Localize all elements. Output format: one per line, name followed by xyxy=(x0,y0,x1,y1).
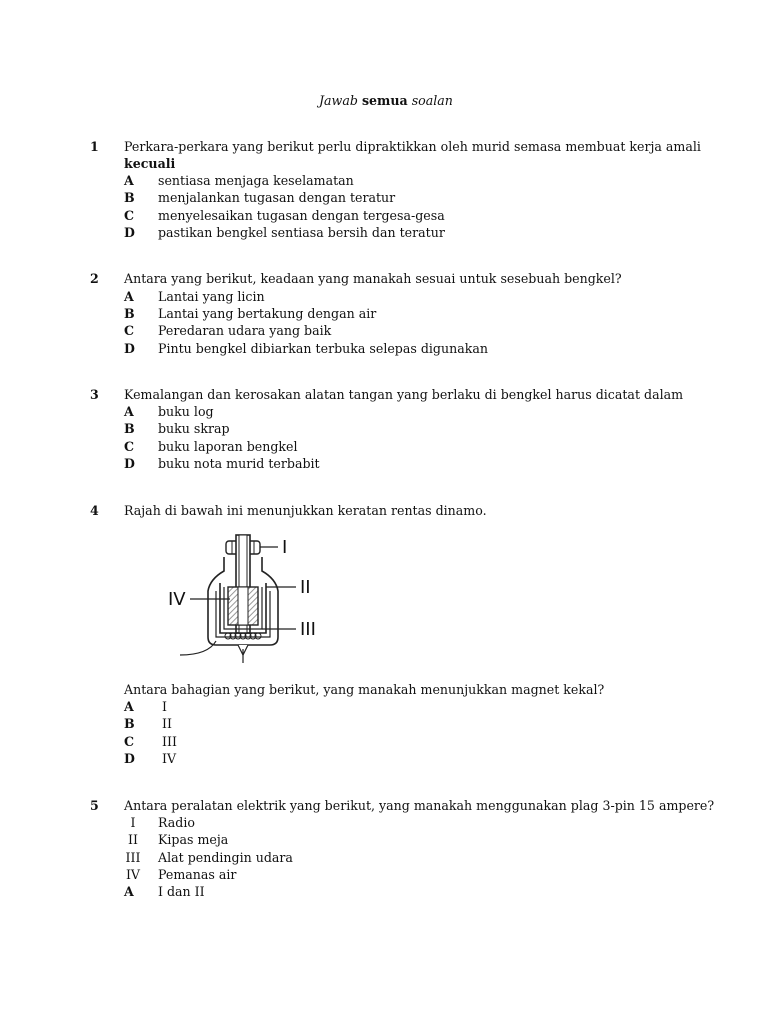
option-text: sentiasa menjaga keselamatan xyxy=(158,173,354,188)
option-text: Peredaran udara yang baik xyxy=(158,323,332,338)
option-text: buku skrap xyxy=(158,421,230,436)
roman-numeral: I xyxy=(130,815,136,830)
label-iii: III xyxy=(300,619,316,640)
question-number: 4 xyxy=(90,503,99,518)
question-number: 1 xyxy=(90,139,99,154)
option-text: III xyxy=(162,734,177,749)
question-text: Antara peralatan elektrik yang berikut, yang manakah menggunakan plag 3-pin 15 ampere? xyxy=(124,798,715,813)
option-letter: B xyxy=(124,421,135,436)
question-text: Antara bahagian yang berikut, yang manakah menunjukkan magnet kekal? xyxy=(124,682,605,697)
option-letter: B xyxy=(124,190,135,205)
option-letter: A xyxy=(124,884,134,899)
option-letter: C xyxy=(124,734,135,749)
option-text: IV xyxy=(162,751,177,766)
option-letter: B xyxy=(124,716,135,731)
roman-numeral: II xyxy=(128,832,138,847)
option-letter: D xyxy=(124,751,135,766)
dynamo-cross-section-diagram xyxy=(168,533,328,666)
option-letter: D xyxy=(124,225,135,240)
option-letter: C xyxy=(124,323,135,338)
question-number: 5 xyxy=(90,798,99,813)
label-iv: IV xyxy=(168,589,186,610)
question-text: Rajah di bawah ini menunjukkan keratan rentas dinamo. xyxy=(124,503,487,518)
option-text: menyelesaikan tugasan dengan tergesa-gesa xyxy=(158,208,445,223)
option-text: buku laporan bengkel xyxy=(158,439,298,454)
option-letter: D xyxy=(124,456,135,471)
option-letter: A xyxy=(124,404,134,419)
option-text: Lantai yang licin xyxy=(158,289,265,304)
roman-numeral: IV xyxy=(125,867,141,882)
option-text: pastikan bengkel sentiasa bersih dan teratur xyxy=(158,225,445,240)
option-letter: A xyxy=(124,699,134,714)
question-text: Perkara-perkara yang berikut perlu dipraktikkan oleh murid semasa membuat kerja amali xyxy=(124,139,701,154)
option-text: buku nota murid terbabit xyxy=(158,456,320,471)
option-letter: B xyxy=(124,306,135,321)
statement-text: Alat pendingin udara xyxy=(158,850,293,865)
statement-text: Radio xyxy=(158,815,195,830)
option-text: I xyxy=(162,699,167,714)
question-number: 3 xyxy=(90,387,99,402)
option-text: Lantai yang bertakung dengan air xyxy=(158,306,377,321)
option-text: II xyxy=(162,716,172,731)
label-ii: II xyxy=(300,577,311,598)
question-text: Antara yang berikut, keadaan yang manakah sesuai untuk sesebuah bengkel? xyxy=(124,271,622,286)
header-italic-1: Jawab xyxy=(319,93,358,108)
option-letter: D xyxy=(124,341,135,356)
option-letter: C xyxy=(124,439,135,454)
option-text: I dan II xyxy=(158,884,205,899)
roman-numeral: III xyxy=(125,850,141,865)
header-bold: semua xyxy=(361,93,408,108)
instructions-header xyxy=(319,92,453,109)
question-text-emphasis: kecuali xyxy=(124,156,176,171)
dynamo-svg xyxy=(168,533,328,663)
option-text: Pintu bengkel dibiarkan terbuka selepas digunakan xyxy=(158,341,488,356)
header-italic-2: soalan xyxy=(411,93,453,108)
option-letter: A xyxy=(124,173,134,188)
label-i: I xyxy=(282,537,288,558)
option-letter: A xyxy=(124,289,134,304)
option-text: menjalankan tugasan dengan teratur xyxy=(158,190,396,205)
coil xyxy=(225,633,261,639)
statement-text: Pemanas air xyxy=(158,867,237,882)
option-text: buku log xyxy=(158,404,214,419)
statement-text: Kipas meja xyxy=(158,832,229,847)
question-text: Kemalangan dan kerosakan alatan tangan yang berlaku di bengkel harus dicatat dalam xyxy=(124,387,684,402)
question-number: 2 xyxy=(90,271,99,286)
option-letter: C xyxy=(124,208,135,223)
